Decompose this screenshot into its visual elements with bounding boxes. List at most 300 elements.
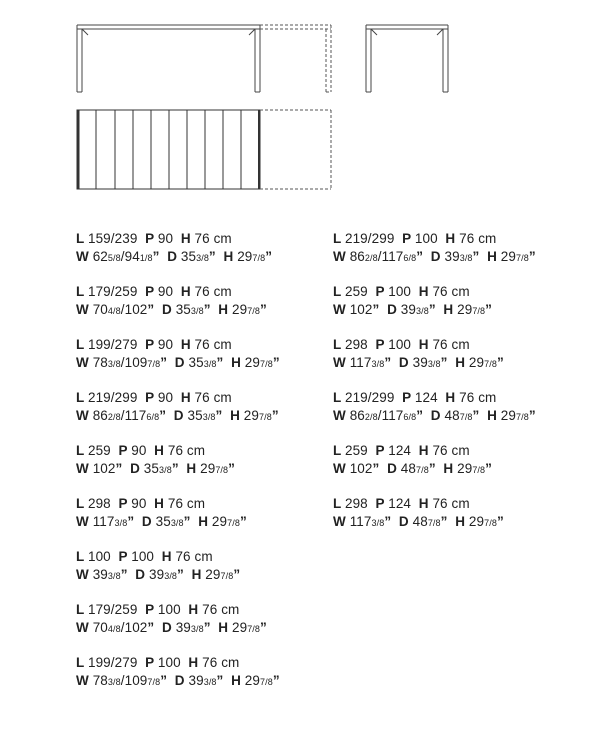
spec-imperial-line (76, 460, 336, 479)
imperial-item (175, 673, 224, 688)
imperial-item (198, 514, 247, 529)
imperial-item (399, 355, 448, 370)
inch-mark: ” (496, 355, 504, 370)
imperial-item (455, 355, 504, 370)
metric-item (154, 443, 205, 458)
imperial-item (487, 408, 536, 423)
imperial-fraction: 3/8 (427, 359, 441, 369)
spec-entry (333, 283, 593, 320)
imperial-value: 35 (188, 355, 204, 370)
imperial-key: H (223, 249, 238, 264)
imperial-item (333, 249, 423, 264)
imperial-value: 35 (187, 408, 203, 423)
metric-value: 100 (87, 549, 111, 564)
imperial-item (231, 673, 280, 688)
metric-value: 259 (87, 443, 111, 458)
imperial-item (162, 302, 211, 317)
spec-metric-line (333, 230, 593, 248)
imperial-value: 29 (237, 249, 253, 264)
spec-metric-line (333, 495, 593, 513)
imperial-value: 70 (92, 620, 108, 635)
spec-imperial-line (76, 248, 336, 267)
metric-item (181, 390, 232, 405)
imperial-fraction: 3/8 (159, 465, 172, 475)
metric-item (154, 496, 205, 511)
imperial-key: W (333, 355, 350, 370)
imperial-value: 62 (92, 249, 108, 264)
metric-value: 124 (388, 443, 412, 458)
imperial-value: 48 (444, 408, 460, 423)
metric-item (76, 443, 111, 458)
imperial-fraction: 7/8 (459, 412, 473, 422)
spec-imperial-line (76, 301, 336, 320)
imperial-item (431, 249, 480, 264)
metric-key: P (402, 231, 415, 246)
metric-item (145, 284, 173, 299)
imperial-key: W (76, 567, 93, 582)
metric-item (76, 231, 137, 246)
spec-imperial-line (76, 566, 336, 585)
imperial-item (218, 620, 267, 635)
inch-mark: ” (183, 514, 191, 529)
imperial-item (76, 673, 167, 688)
metric-value: 259 (344, 443, 368, 458)
metric-item (145, 390, 173, 405)
imperial-key: D (398, 355, 413, 370)
metric-key: L (76, 231, 88, 246)
inch-mark: ” (440, 514, 448, 529)
imperial-value: 39 (175, 620, 191, 635)
metric-value: 124 (388, 496, 412, 511)
metric-value: 100 (388, 284, 412, 299)
metric-key: L (76, 284, 88, 299)
spec-imperial-line (333, 248, 593, 267)
imperial-key: D (430, 249, 445, 264)
imperial-key: D (161, 620, 176, 635)
metric-item (76, 655, 137, 670)
metric-key: L (76, 549, 88, 564)
metric-value: 76 cm (202, 655, 240, 670)
imperial-key: W (76, 355, 93, 370)
side-elevation-drawing (366, 25, 448, 92)
imperial-fraction: 1/8 (139, 253, 153, 263)
metric-key: P (375, 284, 389, 299)
imperial-key: D (174, 673, 189, 688)
metric-value: 298 (344, 337, 368, 352)
spec-entry (333, 336, 593, 373)
spec-imperial-line (76, 407, 336, 426)
imperial-key: H (443, 302, 458, 317)
imperial-key: W (76, 461, 93, 476)
imperial-fraction: 7/8 (516, 412, 529, 422)
imperial-item (76, 567, 128, 582)
imperial-key: H (487, 408, 501, 423)
imperial-value: 48 (400, 461, 417, 476)
imperial-item (174, 408, 223, 423)
imperial-value: /94 (120, 249, 140, 264)
imperial-value: 35 (175, 302, 191, 317)
imperial-value: /109 (120, 355, 148, 370)
imperial-fraction: 7/8 (215, 465, 229, 475)
imperial-item (76, 249, 159, 264)
metric-key: P (118, 549, 132, 564)
imperial-item (167, 249, 216, 264)
imperial-value: 86 (349, 249, 365, 264)
metric-key: L (333, 390, 345, 405)
imperial-key: D (398, 514, 413, 529)
imperial-item (218, 302, 267, 317)
metric-value: 90 (157, 337, 174, 352)
top-view-extension-dashed (260, 110, 331, 189)
metric-value: 76 cm (432, 284, 470, 299)
spec-imperial-line (76, 513, 336, 532)
metric-value: 100 (131, 549, 155, 564)
imperial-value: 117 (349, 514, 372, 529)
inch-mark: ” (233, 567, 241, 582)
metric-item (419, 443, 470, 458)
inch-mark: ” (127, 514, 135, 529)
imperial-value: 35 (180, 249, 197, 264)
imperial-fraction: 7/8 (259, 412, 272, 422)
imperial-key: H (455, 355, 469, 370)
imperial-fraction: 4/8 (107, 306, 121, 316)
spec-imperial-line (76, 619, 336, 638)
imperial-fraction: 3/8 (107, 677, 121, 687)
metric-item (333, 284, 368, 299)
imperial-value: 29 (211, 514, 228, 529)
inch-mark: ” (215, 408, 223, 423)
metric-key: P (145, 284, 158, 299)
spec-entry (333, 495, 593, 532)
metric-item (419, 496, 470, 511)
metric-value: 76 cm (194, 231, 232, 246)
metric-key: P (118, 496, 132, 511)
spec-entry (76, 389, 336, 426)
inch-mark: ” (485, 461, 492, 476)
metric-value: 76 cm (202, 602, 240, 617)
inch-mark: ” (203, 302, 211, 317)
spec-imperial-line (333, 301, 593, 320)
metric-value: 76 cm (167, 443, 206, 458)
imperial-key: H (186, 461, 201, 476)
metric-value: 124 (414, 390, 438, 405)
metric-value: 179/259 (87, 284, 138, 299)
imperial-value: 70 (92, 302, 108, 317)
spec-metric-line (333, 283, 593, 301)
imperial-fraction: 3/8 (203, 359, 217, 369)
imperial-fraction: 2/8 (364, 412, 378, 422)
metric-key: L (76, 655, 88, 670)
inch-mark: ” (115, 461, 123, 476)
imperial-value: 102 (92, 461, 116, 476)
metric-key: L (333, 231, 345, 246)
metric-item (333, 443, 368, 458)
inch-mark: ” (216, 673, 224, 688)
metric-item (376, 443, 412, 458)
imperial-fraction: 7/8 (247, 624, 261, 634)
spec-imperial-line (333, 460, 593, 479)
metric-value: 298 (87, 496, 111, 511)
spec-metric-line (333, 442, 593, 460)
inch-mark: ” (177, 567, 184, 582)
imperial-fraction: 6/8 (403, 412, 417, 422)
imperial-value: 39 (412, 355, 428, 370)
imperial-key: W (333, 302, 350, 317)
metric-item (376, 337, 412, 352)
metric-key: H (180, 390, 195, 405)
metric-value: 76 cm (459, 231, 497, 246)
metric-item (162, 549, 213, 564)
imperial-value: /102 (120, 302, 148, 317)
imperial-item (76, 620, 154, 635)
spec-imperial-line (333, 513, 593, 532)
imperial-key: D (161, 302, 176, 317)
imperial-key: H (231, 673, 245, 688)
imperial-fraction: 3/8 (459, 253, 473, 263)
imperial-item (186, 461, 235, 476)
metric-value: 76 cm (459, 390, 497, 405)
imperial-value: 35 (155, 514, 171, 529)
imperial-value: 39 (149, 567, 165, 582)
imperial-key: W (76, 249, 93, 264)
imperial-item (76, 355, 167, 370)
inch-mark: ” (203, 620, 211, 635)
spec-imperial-line (76, 672, 336, 691)
spec-metric-line (76, 601, 336, 619)
imperial-item (223, 249, 272, 264)
imperial-fraction: 7/8 (472, 306, 486, 316)
table-drawings (0, 0, 599, 200)
imperial-item (76, 302, 154, 317)
metric-item (445, 231, 496, 246)
spec-metric-line (76, 442, 336, 460)
spec-metric-line (76, 389, 336, 407)
imperial-item (443, 302, 492, 317)
metric-value: 219/299 (87, 390, 138, 405)
imperial-value: 102 (349, 302, 373, 317)
imperial-key: W (333, 249, 350, 264)
metric-item (376, 284, 412, 299)
imperial-fraction: 2/8 (107, 412, 121, 422)
metric-value: 179/259 (87, 602, 138, 617)
inch-mark: ” (147, 302, 155, 317)
metric-value: 76 cm (432, 496, 470, 511)
imperial-key: D (141, 514, 156, 529)
spec-metric-line (76, 548, 336, 566)
imperial-item (387, 461, 436, 476)
imperial-key: W (76, 302, 93, 317)
imperial-fraction: 3/8 (196, 253, 209, 263)
metric-value: 199/279 (87, 655, 138, 670)
metric-item (76, 284, 137, 299)
metric-key: P (145, 655, 158, 670)
spec-entry (333, 230, 593, 267)
metric-key: H (161, 549, 176, 564)
inch-mark: ” (208, 249, 216, 264)
metric-key: L (76, 337, 88, 352)
metric-value: 90 (157, 231, 174, 246)
imperial-fraction: 7/8 (484, 359, 497, 369)
metric-key: P (145, 602, 158, 617)
imperial-fraction: 5/8 (107, 253, 121, 263)
imperial-fraction: 7/8 (516, 253, 529, 263)
spec-imperial-line (333, 407, 593, 426)
spec-entry (76, 230, 336, 267)
inch-mark: ” (472, 408, 480, 423)
imperial-item (387, 302, 436, 317)
imperial-fraction: 7/8 (147, 359, 161, 369)
metric-key: H (418, 443, 433, 458)
spec-imperial-line (76, 354, 336, 373)
imperial-value: /117 (377, 249, 404, 264)
inch-mark: ” (485, 302, 492, 317)
spec-entry (76, 601, 336, 638)
inch-mark: ” (228, 461, 235, 476)
imperial-value: 86 (349, 408, 365, 423)
imperial-value: 29 (231, 620, 248, 635)
inch-mark: ” (272, 673, 280, 688)
metric-value: 90 (131, 443, 147, 458)
imperial-value: 29 (200, 461, 216, 476)
inch-mark: ” (372, 302, 380, 317)
imperial-key: D (130, 461, 144, 476)
spec-entry (76, 548, 336, 585)
imperial-item (76, 461, 122, 476)
inch-mark: ” (152, 249, 160, 264)
metric-key: L (333, 443, 345, 458)
imperial-key: H (231, 355, 245, 370)
spec-entry (333, 389, 593, 426)
inch-mark: ” (528, 408, 536, 423)
imperial-item (135, 567, 184, 582)
metric-key: H (180, 231, 195, 246)
inch-mark: ” (160, 673, 168, 688)
imperial-item (142, 514, 191, 529)
imperial-key: D (167, 249, 181, 264)
inch-mark: ” (428, 461, 436, 476)
spec-metric-line (76, 654, 336, 672)
metric-key: P (375, 496, 389, 511)
imperial-fraction: 3/8 (202, 412, 216, 422)
spec-metric-line (333, 389, 593, 407)
imperial-value: 39 (92, 567, 108, 582)
imperial-key: D (387, 302, 401, 317)
imperial-key: H (455, 514, 469, 529)
imperial-fraction: 3/8 (416, 306, 429, 316)
imperial-value: /117 (377, 408, 404, 423)
imperial-key: W (76, 408, 93, 423)
imperial-key: D (387, 461, 401, 476)
imperial-key: W (333, 514, 350, 529)
spec-metric-line (76, 283, 336, 301)
imperial-key: H (191, 567, 206, 582)
imperial-fraction: 4/8 (107, 624, 121, 634)
spec-metric-line (76, 230, 336, 248)
imperial-value: 117 (349, 355, 372, 370)
imperial-fraction: 3/8 (371, 518, 385, 528)
imperial-fraction: 3/8 (190, 624, 204, 634)
imperial-key: H (230, 408, 244, 423)
imperial-value: 29 (457, 461, 473, 476)
metric-value: 219/299 (344, 231, 395, 246)
spec-entry (76, 495, 336, 532)
metric-item (181, 337, 232, 352)
metric-value: 298 (344, 496, 368, 511)
metric-item (119, 443, 147, 458)
imperial-key: W (76, 620, 93, 635)
metric-value: 76 cm (167, 496, 206, 511)
inch-mark: ” (260, 302, 267, 317)
imperial-value: 39 (400, 302, 417, 317)
imperial-item (175, 355, 224, 370)
spec-entry (333, 442, 593, 479)
imperial-fraction: 7/8 (260, 359, 273, 369)
imperial-key: D (135, 567, 149, 582)
imperial-value: 29 (500, 408, 517, 423)
imperial-value: 29 (205, 567, 221, 582)
metric-value: 159/239 (87, 231, 138, 246)
imperial-value: 78 (92, 673, 108, 688)
inch-mark: ” (160, 355, 168, 370)
metric-item (402, 390, 438, 405)
metric-item (76, 496, 111, 511)
imperial-item (333, 355, 391, 370)
metric-item (333, 231, 394, 246)
metric-item (76, 602, 137, 617)
imperial-item (231, 355, 280, 370)
front-elevation-drawing (77, 25, 260, 92)
imperial-item (162, 620, 211, 635)
imperial-key: H (218, 302, 232, 317)
imperial-value: 29 (468, 355, 485, 370)
metric-item (145, 602, 181, 617)
imperial-fraction: 7/8 (252, 253, 266, 263)
metric-item (402, 231, 438, 246)
imperial-key: W (76, 514, 93, 529)
inch-mark: ” (260, 620, 267, 635)
metric-value: 90 (131, 496, 147, 511)
imperial-key: W (333, 408, 350, 423)
spec-metric-line (76, 336, 336, 354)
imperial-value: 39 (188, 673, 204, 688)
metric-item (145, 337, 173, 352)
imperial-fraction: 7/8 (220, 571, 234, 581)
metric-key: P (145, 231, 158, 246)
inch-mark: ” (416, 408, 424, 423)
imperial-item (130, 461, 179, 476)
imperial-fraction: 3/8 (371, 359, 385, 369)
imperial-fraction: 7/8 (247, 306, 261, 316)
imperial-fraction: 6/8 (403, 253, 417, 263)
metric-key: H (188, 602, 203, 617)
inch-mark: ” (416, 249, 424, 264)
inch-mark: ” (216, 355, 224, 370)
metric-value: 90 (157, 284, 174, 299)
metric-value: 100 (157, 655, 181, 670)
metric-key: L (333, 284, 345, 299)
metric-item (181, 231, 232, 246)
imperial-value: 29 (244, 355, 261, 370)
imperial-value: 29 (500, 249, 517, 264)
imperial-fraction: 3/8 (164, 571, 178, 581)
inch-mark: ” (384, 355, 392, 370)
metric-key: L (333, 337, 345, 352)
imperial-item (192, 567, 241, 582)
imperial-item (399, 514, 448, 529)
metric-item (119, 549, 155, 564)
inch-mark: ” (528, 249, 536, 264)
inch-mark: ” (384, 514, 392, 529)
